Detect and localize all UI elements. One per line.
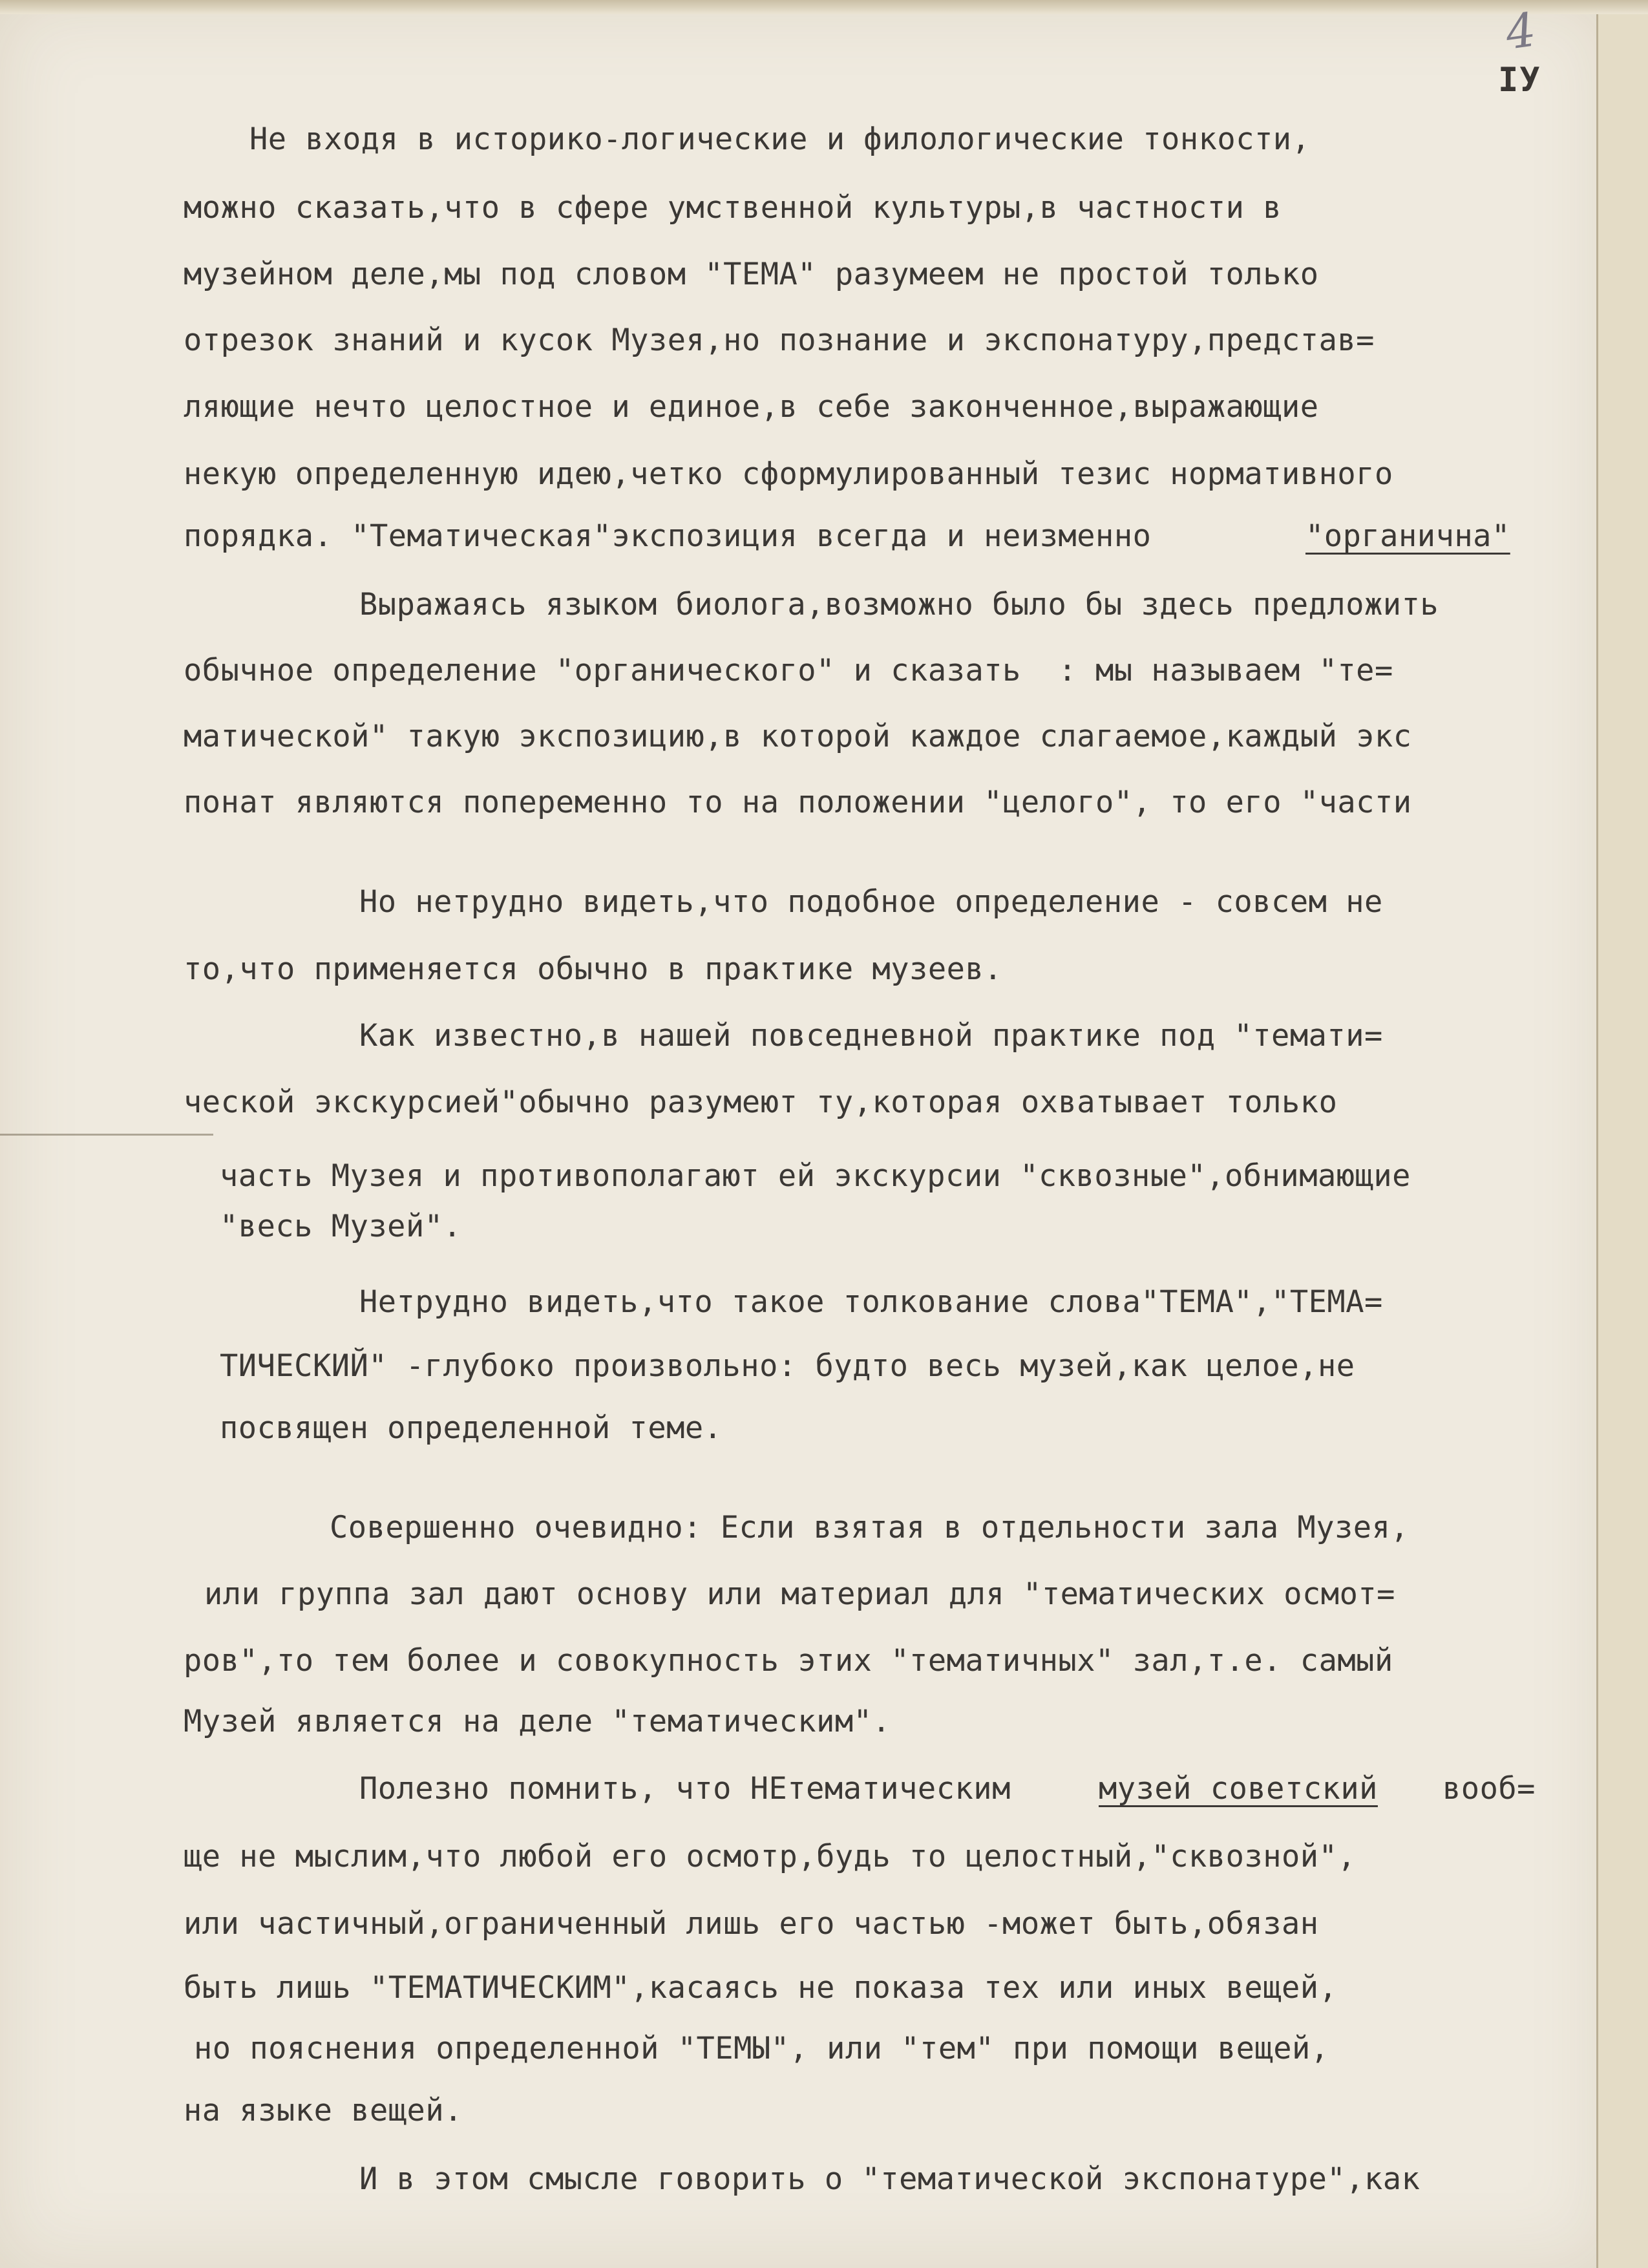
underlying-sheet-edge [1596, 0, 1648, 2268]
text-line: часть Музея и противополагают ей экскурсии "сквозные",обнимающие [220, 1158, 1411, 1194]
scan-top-edge [0, 0, 1648, 14]
text-line: ляющие нечто целостное и единое,в себе законченное,выражающие [184, 389, 1319, 425]
text-line: Не входя в историко-логические и филологические тонкости, [249, 122, 1311, 157]
text-line: или группа зал дают основу или материал для "тематических осмот= [204, 1576, 1395, 1612]
underlined-phrase: музей советский [1099, 1771, 1378, 1807]
text-line: некую определенную идею,четко сформулированный тезис нормативного [184, 456, 1393, 492]
text-line: вооб= [1442, 1771, 1536, 1807]
text-line: на языке вещей. [184, 2093, 463, 2128]
text-line: Совершенно очевидно: Если взятая в отдельности зала Музея, [330, 1510, 1410, 1545]
text-line: ров",то тем более и совокупность этих "тематичных" зал,т.е. самый [184, 1643, 1393, 1679]
text-line: ческой экскурсией"обычно разумеют ту,которая охватывает только [184, 1085, 1338, 1120]
pencil-margin-mark [0, 1134, 213, 1136]
text-line: обычное определение "органического" и сказать : мы называем "те= [184, 653, 1393, 688]
text-line: отрезок знаний и кусок Музея,но познание и экспонатуру,представ= [184, 323, 1375, 358]
text-line: порядка. "Тематическая"экспозиция всегда и неизменно [184, 518, 1152, 554]
text-line: ще не мыслим,что любой его осмотр,будь то целостный,"сквозной", [184, 1839, 1357, 1874]
text-line: можно сказать,что в сфере умственной культуры,в частности в [184, 190, 1282, 226]
text-line: Нетрудно видеть,что такое толкование слова"ТЕМА","ТЕМА= [359, 1284, 1383, 1320]
text-line: Музей является на деле "тематическим". [184, 1704, 891, 1739]
page-number: IУ [1498, 61, 1541, 100]
text-line: "весь Музей". [220, 1209, 462, 1244]
text-line: Выражаясь языком биолога,возможно было бы здесь предложить [359, 587, 1439, 622]
text-line: матической" такую экспозицию,в которой каждое слагаемое,каждый экс [184, 719, 1412, 754]
text-line: Но нетрудно видеть,что подобное определение - совсем не [359, 884, 1383, 920]
text-line: музейном деле,мы под словом "ТЕМА" разумеем не простой только [184, 257, 1319, 292]
text-line: ТИЧЕСКИЙ" -глубоко произвольно: будто весь музей,как целое,не [220, 1348, 1355, 1384]
archive-folio-number: 4 [1502, 2, 1539, 60]
text-line: Как известно,в нашей повседневной практике под "темати= [359, 1018, 1383, 1054]
text-line: понат являются попеременно то на положении "целого", то его "части [184, 785, 1412, 820]
text-line: или частичный,ограниченный лишь его частью -может быть,обязан [184, 1906, 1319, 1942]
text-line: быть лишь "ТЕМАТИЧЕСКИМ",касаясь не показа тех или иных вещей, [184, 1970, 1338, 2006]
text-line: посвящен определенной теме. [220, 1410, 723, 1446]
text-line: то,что применяется обычно в практике музеев. [184, 951, 1003, 987]
text-line: И в этом смысле говорить о "тематической экспонатуре",как [359, 2161, 1421, 2197]
text-line: но пояснения определенной "ТЕМЫ", или "тем" при помощи вещей, [194, 2031, 1329, 2066]
text-line: Полезно помнить, что НЕтематическим [359, 1771, 1011, 1807]
underlined-word: "органична" [1305, 518, 1510, 554]
